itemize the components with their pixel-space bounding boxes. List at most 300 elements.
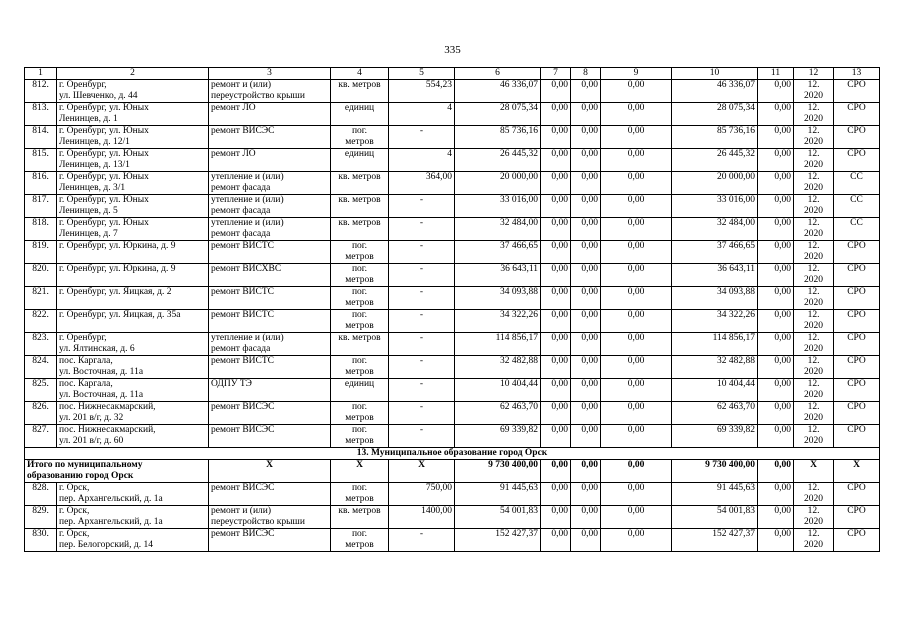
col8-cell: 0,00 xyxy=(571,218,601,241)
unit-cell xyxy=(331,80,389,103)
work-type-cell-line2: ремонт фасада xyxy=(211,183,271,193)
work-type-cell xyxy=(209,264,331,287)
row-number: 820. xyxy=(25,264,57,287)
unit-cell-line1: кв. метров xyxy=(338,195,381,205)
unit-cell-line1: пог. xyxy=(351,356,368,366)
col9-cell: 0,00 xyxy=(601,483,672,506)
row-number: 812. xyxy=(25,80,57,103)
col10-cell: 91 445,63 xyxy=(672,483,758,506)
quantity-cell: - xyxy=(389,402,455,425)
row-number: 827. xyxy=(25,425,57,448)
col8-cell: 0,00 xyxy=(571,379,601,402)
unit-cell xyxy=(331,310,389,333)
row-number: 826. xyxy=(25,402,57,425)
column-number-9: 9 xyxy=(601,68,672,80)
unit-cell-line2: метров xyxy=(345,540,374,550)
work-type-cell-line1: ремонт ВИСТС xyxy=(211,287,275,297)
quantity-cell: 554,23 xyxy=(389,80,455,103)
column-number-10: 10 xyxy=(672,68,758,80)
unit-cell xyxy=(331,287,389,310)
method-cell: СРО xyxy=(834,529,880,552)
work-type-cell-line1: ремонт ВИСХВС xyxy=(211,264,282,274)
completion-date-cell-line2: 2020 xyxy=(804,183,823,193)
address-cell-line1: пос. Нижнесакмарский, xyxy=(59,425,156,435)
col7-cell: 0,00 xyxy=(541,425,571,448)
total-total-cell: 9 730 400,00 xyxy=(455,460,541,483)
row-number: 818. xyxy=(25,218,57,241)
address-cell-line1: г. Оренбург, ул. Яицкая, д. 2 xyxy=(59,287,172,297)
method-cell: СРО xyxy=(834,149,880,172)
method-cell: СРО xyxy=(834,126,880,149)
col8-cell: 0,00 xyxy=(571,149,601,172)
col10-cell: 69 339,82 xyxy=(672,425,758,448)
capital-repair-table xyxy=(24,67,880,552)
work-type-cell xyxy=(209,506,331,529)
unit-cell xyxy=(331,356,389,379)
total-c9-cell: 0,00 xyxy=(601,460,672,483)
col9-cell: 0,00 xyxy=(601,310,672,333)
col7-cell: 0,00 xyxy=(541,310,571,333)
col11-cell: 0,00 xyxy=(758,241,794,264)
address-cell-line2: Ленинцев, д. 3/1 xyxy=(59,183,126,193)
row-number: 828. xyxy=(25,483,57,506)
completion-date-cell-line1: 12. xyxy=(807,379,820,389)
address-cell xyxy=(57,356,209,379)
address-cell-line2: Ленинцев, д. 13/1 xyxy=(59,160,130,170)
total-cost-cell: 37 466,65 xyxy=(455,241,541,264)
address-cell xyxy=(57,402,209,425)
completion-date-cell xyxy=(794,241,834,264)
col7-cell: 0,00 xyxy=(541,506,571,529)
address-cell xyxy=(57,103,209,126)
row-number: 814. xyxy=(25,126,57,149)
table-row xyxy=(25,195,880,218)
completion-date-cell-line1: 12. xyxy=(807,195,820,205)
col7-cell: 0,00 xyxy=(541,103,571,126)
work-type-cell xyxy=(209,310,331,333)
quantity-cell: - xyxy=(389,126,455,149)
address-cell xyxy=(57,506,209,529)
unit-cell-line1: единиц xyxy=(344,379,375,389)
col10-cell: 114 856,17 xyxy=(672,333,758,356)
address-cell xyxy=(57,195,209,218)
col11-cell: 0,00 xyxy=(758,333,794,356)
completion-date-cell-line2: 2020 xyxy=(804,160,823,170)
completion-date-cell xyxy=(794,333,834,356)
col9-cell: 0,00 xyxy=(601,506,672,529)
column-number-6: 6 xyxy=(455,68,541,80)
col11-cell: 0,00 xyxy=(758,483,794,506)
total-row xyxy=(25,460,880,483)
table-row xyxy=(25,425,880,448)
completion-date-cell-line2: 2020 xyxy=(804,206,823,216)
table-row xyxy=(25,287,880,310)
unit-cell-line1: пог. xyxy=(351,126,368,136)
row-number: 815. xyxy=(25,149,57,172)
col7-cell: 0,00 xyxy=(541,126,571,149)
col7-cell: 0,00 xyxy=(541,172,571,195)
col8-cell: 0,00 xyxy=(571,80,601,103)
address-cell-line2: ул. 201 в/г, д. 60 xyxy=(59,436,124,446)
col7-cell: 0,00 xyxy=(541,195,571,218)
work-type-cell xyxy=(209,333,331,356)
completion-date-cell-line1: 12. xyxy=(807,218,820,228)
address-cell-line2: Ленинцев, д. 7 xyxy=(59,229,118,239)
unit-cell-line1: пог. xyxy=(351,264,368,274)
unit-cell-line1: пог. xyxy=(351,310,368,320)
completion-date-cell-line1: 12. xyxy=(807,264,820,274)
col7-cell: 0,00 xyxy=(541,264,571,287)
unit-cell xyxy=(331,103,389,126)
unit-cell-line1: кв. метров xyxy=(338,333,381,343)
work-type-cell xyxy=(209,425,331,448)
column-number-5: 5 xyxy=(389,68,455,80)
address-cell-line2: ул. Восточная, д. 11а xyxy=(59,367,144,377)
total-c8-cell: 0,00 xyxy=(571,460,601,483)
unit-cell-line2: метров xyxy=(345,321,374,331)
address-cell-line1: г. Орск, xyxy=(59,529,90,539)
col11-cell: 0,00 xyxy=(758,126,794,149)
col8-cell: 0,00 xyxy=(571,287,601,310)
address-cell-line1: пос. Нижнесакмарский, xyxy=(59,402,156,412)
col10-cell: 28 075,34 xyxy=(672,103,758,126)
quantity-cell: - xyxy=(389,195,455,218)
total-cost-cell: 32 482,88 xyxy=(455,356,541,379)
quantity-cell: - xyxy=(389,218,455,241)
col9-cell: 0,00 xyxy=(601,195,672,218)
completion-date-cell-line2: 2020 xyxy=(804,229,823,239)
address-cell-line2: Ленинцев, д. 1 xyxy=(59,114,118,124)
completion-date-cell-line2: 2020 xyxy=(804,252,823,262)
col11-cell: 0,00 xyxy=(758,379,794,402)
quantity-cell: - xyxy=(389,379,455,402)
address-cell-line2: ул. Восточная, д. 11а xyxy=(59,390,144,400)
unit-cell-line1: пог. xyxy=(351,483,368,493)
work-type-cell-line1: ОДПУ ТЭ xyxy=(211,379,252,389)
table-row xyxy=(25,264,880,287)
col10-cell: 62 463,70 xyxy=(672,402,758,425)
address-cell-line1: г. Оренбург, xyxy=(59,80,107,90)
quantity-cell: - xyxy=(389,264,455,287)
unit-cell-line2: метров xyxy=(345,494,374,504)
col10-cell: 46 336,07 xyxy=(672,80,758,103)
col7-cell: 0,00 xyxy=(541,241,571,264)
completion-date-cell-line2: 2020 xyxy=(804,91,823,101)
col9-cell: 0,00 xyxy=(601,172,672,195)
col9-cell: 0,00 xyxy=(601,149,672,172)
method-cell: СРО xyxy=(834,506,880,529)
column-number-13: 13 xyxy=(834,68,880,80)
quantity-cell: 750,00 xyxy=(389,483,455,506)
quantity-cell: - xyxy=(389,333,455,356)
col10-cell: 54 001,83 xyxy=(672,506,758,529)
work-type-cell-line1: утепление и (или) xyxy=(211,172,284,182)
completion-date-cell xyxy=(794,506,834,529)
method-cell: СРО xyxy=(834,80,880,103)
completion-date-cell-line1: 12. xyxy=(807,241,820,251)
table-row xyxy=(25,80,880,103)
quantity-cell: 4 xyxy=(389,149,455,172)
method-cell: СРО xyxy=(834,241,880,264)
work-type-cell xyxy=(209,172,331,195)
row-number: 816. xyxy=(25,172,57,195)
table-row xyxy=(25,149,880,172)
work-type-cell-line1: ремонт ВИСЭС xyxy=(211,402,275,412)
col9-cell: 0,00 xyxy=(601,425,672,448)
work-type-cell xyxy=(209,287,331,310)
total-c10-cell: 9 730 400,00 xyxy=(672,460,758,483)
method-cell: СРО xyxy=(834,425,880,448)
section-title: 13. Муниципальное образование город Орск xyxy=(25,448,880,460)
col10-cell: 36 643,11 xyxy=(672,264,758,287)
total-cost-cell: 32 484,00 xyxy=(455,218,541,241)
work-type-cell xyxy=(209,483,331,506)
completion-date-cell-line2: 2020 xyxy=(804,114,823,124)
col10-cell: 32 482,88 xyxy=(672,356,758,379)
column-number-3: 3 xyxy=(209,68,331,80)
address-cell xyxy=(57,264,209,287)
completion-date-cell-line1: 12. xyxy=(807,402,820,412)
column-number-11: 11 xyxy=(758,68,794,80)
table-row xyxy=(25,506,880,529)
col8-cell: 0,00 xyxy=(571,195,601,218)
method-cell: СРО xyxy=(834,103,880,126)
unit-cell xyxy=(331,126,389,149)
unit-cell xyxy=(331,333,389,356)
completion-date-cell-line2: 2020 xyxy=(804,275,823,285)
col9-cell: 0,00 xyxy=(601,264,672,287)
address-cell-line2: пер. Архангельский, д. 1а xyxy=(59,494,163,504)
completion-date-cell-line1: 12. xyxy=(807,425,820,435)
address-cell-line1: пос. Каргала, xyxy=(59,379,113,389)
work-type-cell-line1: ремонт ВИСТС xyxy=(211,241,275,251)
address-cell xyxy=(57,425,209,448)
col8-cell: 0,00 xyxy=(571,356,601,379)
quantity-cell: - xyxy=(389,310,455,333)
total-label-line1: Итого по муниципальному xyxy=(27,460,143,470)
unit-cell-line2: метров xyxy=(345,137,374,147)
address-cell-line1: г. Оренбург, ул. Юных xyxy=(59,195,149,205)
row-number: 822. xyxy=(25,310,57,333)
total-label-cell xyxy=(25,460,209,483)
table-row xyxy=(25,379,880,402)
work-type-cell xyxy=(209,195,331,218)
total-cost-cell: 69 339,82 xyxy=(455,425,541,448)
col7-cell: 0,00 xyxy=(541,483,571,506)
address-cell-line2: ул. Ялтинская, д. 6 xyxy=(59,344,135,354)
unit-cell xyxy=(331,506,389,529)
col11-cell: 0,00 xyxy=(758,356,794,379)
address-cell xyxy=(57,80,209,103)
total-cost-cell: 28 075,34 xyxy=(455,103,541,126)
address-cell xyxy=(57,126,209,149)
work-type-cell-line1: ремонт и (или) xyxy=(211,506,272,516)
quantity-cell: - xyxy=(389,241,455,264)
address-cell xyxy=(57,287,209,310)
quantity-cell: - xyxy=(389,287,455,310)
unit-cell-line1: пог. xyxy=(351,425,368,435)
col7-cell: 0,00 xyxy=(541,379,571,402)
work-type-cell xyxy=(209,356,331,379)
unit-cell-line1: единиц xyxy=(344,149,375,159)
work-type-cell-line1: ремонт и (или) xyxy=(211,80,272,90)
row-number: 830. xyxy=(25,529,57,552)
unit-cell-line2: метров xyxy=(345,436,374,446)
col7-cell: 0,00 xyxy=(541,529,571,552)
completion-date-cell xyxy=(794,402,834,425)
unit-cell xyxy=(331,264,389,287)
col11-cell: 0,00 xyxy=(758,172,794,195)
unit-cell xyxy=(331,529,389,552)
col11-cell: 0,00 xyxy=(758,529,794,552)
table-row xyxy=(25,356,880,379)
row-number: 821. xyxy=(25,287,57,310)
col9-cell: 0,00 xyxy=(601,333,672,356)
col9-cell: 0,00 xyxy=(601,241,672,264)
work-type-cell-line1: утепление и (или) xyxy=(211,195,284,205)
table-row xyxy=(25,103,880,126)
work-type-cell-line2: переустройство крыши xyxy=(211,91,305,101)
page-number: 335 xyxy=(444,44,461,56)
work-type-cell-line1: утепление и (или) xyxy=(211,218,284,228)
completion-date-cell-line1: 12. xyxy=(807,529,820,539)
total-c7-cell: 0,00 xyxy=(541,460,571,483)
table-row xyxy=(25,310,880,333)
work-type-cell-line2: ремонт фасада xyxy=(211,206,271,216)
col11-cell: 0,00 xyxy=(758,103,794,126)
work-type-cell-line2: ремонт фасада xyxy=(211,229,271,239)
work-type-cell xyxy=(209,149,331,172)
row-number: 817. xyxy=(25,195,57,218)
method-cell: СРО xyxy=(834,379,880,402)
col11-cell: 0,00 xyxy=(758,506,794,529)
work-type-cell-line2: ремонт фасада xyxy=(211,344,271,354)
completion-date-cell-line1: 12. xyxy=(807,126,820,136)
completion-date-cell-line2: 2020 xyxy=(804,436,823,446)
table-row xyxy=(25,218,880,241)
col11-cell: 0,00 xyxy=(758,425,794,448)
col9-cell: 0,00 xyxy=(601,126,672,149)
total-cost-cell: 62 463,70 xyxy=(455,402,541,425)
work-type-cell xyxy=(209,103,331,126)
unit-cell xyxy=(331,241,389,264)
col10-cell: 37 466,65 xyxy=(672,241,758,264)
address-cell xyxy=(57,379,209,402)
col10-cell: 85 736,16 xyxy=(672,126,758,149)
completion-date-cell-line2: 2020 xyxy=(804,367,823,377)
work-type-cell xyxy=(209,218,331,241)
completion-date-cell-line1: 12. xyxy=(807,149,820,159)
col8-cell: 0,00 xyxy=(571,333,601,356)
col7-cell: 0,00 xyxy=(541,333,571,356)
column-number-12: 12 xyxy=(794,68,834,80)
work-type-cell-line2: переустройство крыши xyxy=(211,517,305,527)
col10-cell: 10 404,44 xyxy=(672,379,758,402)
address-cell-line1: г. Оренбург, ул. Юных xyxy=(59,172,149,182)
quantity-cell: 4 xyxy=(389,103,455,126)
total-cost-cell: 10 404,44 xyxy=(455,379,541,402)
row-number: 829. xyxy=(25,506,57,529)
completion-date-cell xyxy=(794,172,834,195)
total-cost-cell: 26 445,32 xyxy=(455,149,541,172)
col9-cell: 0,00 xyxy=(601,356,672,379)
unit-cell-line2: метров xyxy=(345,298,374,308)
address-cell-line2: пер. Белогорский, д. 14 xyxy=(59,540,153,550)
completion-date-cell xyxy=(794,264,834,287)
unit-cell-line2: метров xyxy=(345,252,374,262)
total-cost-cell: 91 445,63 xyxy=(455,483,541,506)
address-cell-line1: г. Оренбург, xyxy=(59,333,107,343)
col9-cell: 0,00 xyxy=(601,379,672,402)
completion-date-cell-line1: 12. xyxy=(807,103,820,113)
col10-cell: 32 484,00 xyxy=(672,218,758,241)
col11-cell: 0,00 xyxy=(758,80,794,103)
completion-date-cell-line2: 2020 xyxy=(804,517,823,527)
work-type-cell xyxy=(209,80,331,103)
work-type-cell-line1: ремонт ВИСЭС xyxy=(211,529,275,539)
unit-cell-line2: метров xyxy=(345,413,374,423)
completion-date-cell xyxy=(794,149,834,172)
completion-date-cell xyxy=(794,356,834,379)
address-cell-line1: г. Оренбург, ул. Юных xyxy=(59,126,149,136)
method-cell: СС xyxy=(834,195,880,218)
total-cost-cell: 114 856,17 xyxy=(455,333,541,356)
address-cell-line2: ул. 201 в/г, д. 32 xyxy=(59,413,124,423)
completion-date-cell-line1: 12. xyxy=(807,356,820,366)
method-cell: СС xyxy=(834,218,880,241)
col10-cell: 20 000,00 xyxy=(672,172,758,195)
total-x3-cell: X xyxy=(209,460,331,483)
row-number: 819. xyxy=(25,241,57,264)
col8-cell: 0,00 xyxy=(571,402,601,425)
unit-cell-line1: пог. xyxy=(351,241,368,251)
method-cell: СРО xyxy=(834,333,880,356)
completion-date-cell xyxy=(794,195,834,218)
completion-date-cell xyxy=(794,379,834,402)
unit-cell-line1: кв. метров xyxy=(338,80,381,90)
col7-cell: 0,00 xyxy=(541,402,571,425)
address-cell-line1: г. Орск, xyxy=(59,483,90,493)
address-cell xyxy=(57,529,209,552)
address-cell xyxy=(57,149,209,172)
col10-cell: 152 427,37 xyxy=(672,529,758,552)
total-x5-cell: X xyxy=(389,460,455,483)
quantity-cell: - xyxy=(389,529,455,552)
col8-cell: 0,00 xyxy=(571,126,601,149)
quantity-cell: - xyxy=(389,425,455,448)
unit-cell-line1: кв. метров xyxy=(338,218,381,228)
table-row xyxy=(25,529,880,552)
address-cell xyxy=(57,218,209,241)
completion-date-cell-line1: 12. xyxy=(807,310,820,320)
col9-cell: 0,00 xyxy=(601,218,672,241)
unit-cell xyxy=(331,402,389,425)
completion-date-cell-line2: 2020 xyxy=(804,321,823,331)
table-row xyxy=(25,241,880,264)
completion-date-cell-line1: 12. xyxy=(807,80,820,90)
address-cell-line1: г. Оренбург, ул. Юных xyxy=(59,103,149,113)
address-cell-line1: г. Орск, xyxy=(59,506,90,516)
col11-cell: 0,00 xyxy=(758,264,794,287)
unit-cell-line1: пог. xyxy=(351,287,368,297)
row-number: 825. xyxy=(25,379,57,402)
completion-date-cell-line2: 2020 xyxy=(804,540,823,550)
work-type-cell xyxy=(209,529,331,552)
total-c11-cell: 0,00 xyxy=(758,460,794,483)
total-cost-cell: 33 016,00 xyxy=(455,195,541,218)
completion-date-cell xyxy=(794,483,834,506)
unit-cell xyxy=(331,379,389,402)
